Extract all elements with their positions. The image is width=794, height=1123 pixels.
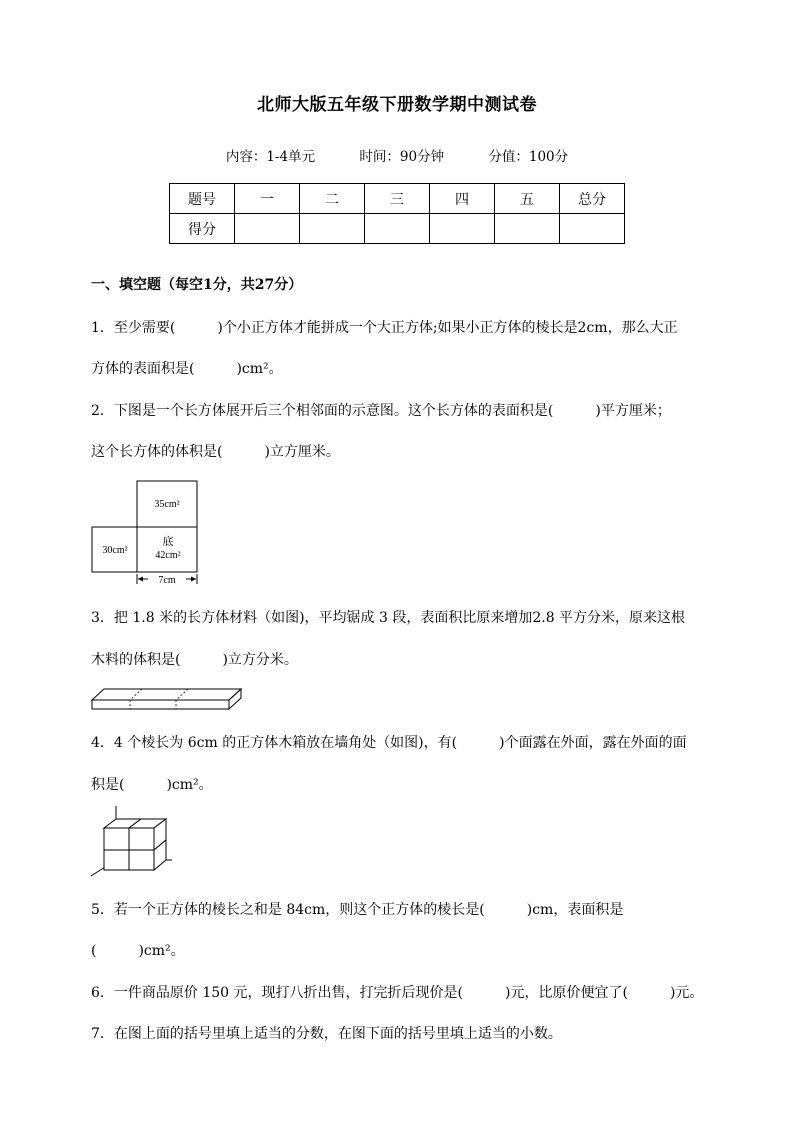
question-1-line-1: 1．至少需要( )个小正方体才能拼成一个大正方体;如果小正方体的棱长是2cm，那么大正 (91, 320, 678, 336)
meta-score: 分值：100分 (488, 149, 569, 165)
score-header-cell: 题号 (170, 184, 235, 214)
exam-meta (0, 145, 794, 165)
meta-content: 内容：1-4单元 (225, 149, 316, 165)
score-header-cell: 总分 (560, 184, 625, 214)
score-input-cell[interactable] (235, 214, 300, 244)
score-header-cell: 三 (365, 184, 430, 214)
meta-time: 时间：90分钟 (359, 149, 445, 165)
score-header-cell: 一 (235, 184, 300, 214)
page-title: 北师大版五年级下册数学期中测试卷 (257, 95, 537, 115)
question-1-line-2: 方体的表面积是( )cm²。 (91, 361, 283, 377)
score-header-cell: 四 (430, 184, 495, 214)
question-7-line-1: 7．在图上面的括号里填上适当的分数，在图下面的括号里填上适当的小数。 (91, 1026, 562, 1042)
score-input-cell[interactable] (365, 214, 430, 244)
score-input-cell[interactable] (560, 214, 625, 244)
score-table (169, 183, 625, 244)
score-input-cell[interactable] (430, 214, 495, 244)
question-4-line-2: 积是( )cm²。 (91, 777, 213, 793)
question-3-line-1: 3．把 1.8 米的长方体材料（如图)，平均锯成 3 段，表面积比原来增加2.8 平方分米，原来这根 (91, 610, 686, 626)
question-2-line-2: 这个长方体的体积是( )立方厘米。 (91, 444, 340, 460)
net-bottom-label: 底 (162, 536, 174, 548)
score-row-label: 得分 (170, 214, 235, 244)
question-5-line-2: ( )cm²。 (91, 943, 185, 959)
score-header-cell: 五 (495, 184, 560, 214)
score-header-cell: 二 (300, 184, 365, 214)
question-5-line-1: 5．若一个正方体的棱长之和是 84cm，则这个正方体的棱长是( )cm，表面积是 (91, 902, 624, 918)
corner-cubes-figure (88, 800, 178, 880)
score-input-cell[interactable] (495, 214, 560, 244)
wood-board-figure (90, 684, 245, 712)
question-4-line-1: 4．4 个棱长为 6cm 的正方体木箱放在墙角处（如图)，有( )个面露在外面，露在外面的面 (91, 735, 687, 751)
net-bottom-area-label: 42cm² (155, 550, 181, 561)
score-input-cell[interactable] (300, 214, 365, 244)
cuboid-net-figure (90, 480, 205, 588)
question-3-line-2: 木料的体积是( )立方分米。 (91, 652, 298, 668)
section-heading: 一、填空题（每空1分，共27分） (91, 277, 303, 293)
question-2-line-1: 2．下图是一个长方体展开后三个相邻面的示意图。这个长方体的表面积是( )平方厘米； (91, 403, 671, 419)
net-left-label: 30cm² (102, 545, 128, 556)
net-width-label: 7cm (158, 575, 176, 586)
question-6-line-1: 6．一件商品原价 150 元，现打八折出售，打完折后现价是( )元，比原价便宜了( )元。 (91, 985, 704, 1001)
score-table-score-row (170, 214, 625, 244)
net-top-label: 35cm² (154, 499, 180, 510)
score-table-header-row (170, 184, 625, 214)
